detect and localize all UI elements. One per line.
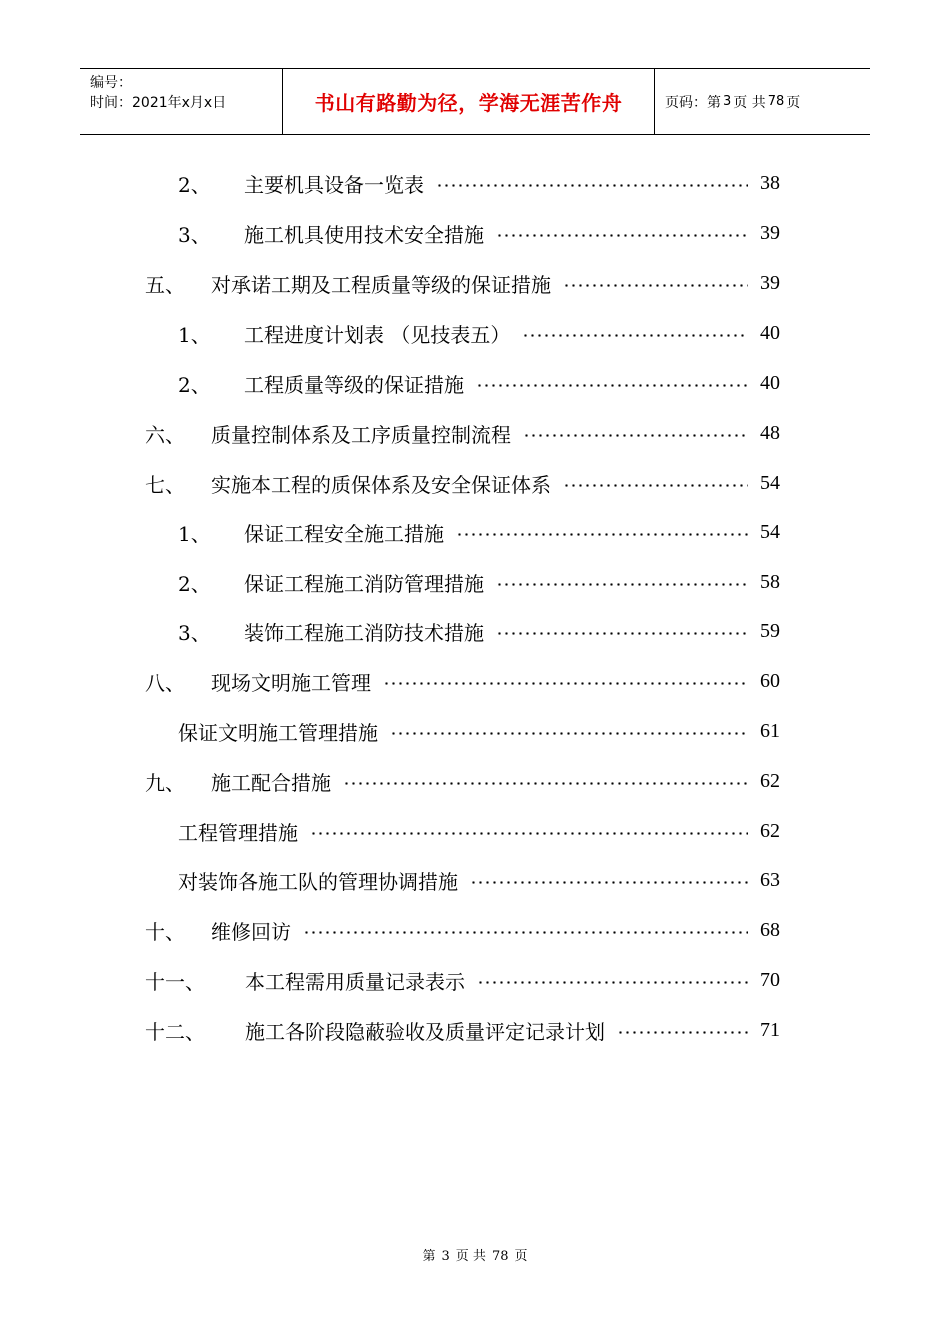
toc-entry-number: 2、 [178,172,211,197]
toc-entry-page-number: 39 [760,271,780,294]
toc-entry-title: 本工程需用质量记录表示 [245,969,465,994]
toc-entry[interactable] [178,865,780,895]
header-motto: 书山有路勤为径，学海无涯苦作舟 [282,69,655,134]
toc-entry[interactable] [178,318,780,348]
toc-dot-leader [390,716,748,746]
toc-entry-number: 3、 [178,222,211,247]
toc-entry-title: 施工各阶段隐蔽验收及质量评定记录计划 [245,1019,605,1044]
toc-entry-page-number: 59 [760,619,780,642]
toc-entry-title: 工程质量等级的保证措施 [244,372,464,397]
toc-dot-leader [496,218,748,248]
toc-entry-number: 3、 [178,620,211,645]
toc-entry-page-number: 40 [760,371,780,394]
toc-entry-title: 装饰工程施工消防技术措施 [244,620,484,645]
toc-dot-leader [476,368,748,398]
toc-dot-leader [436,168,748,198]
toc-entry-page-number: 62 [760,769,780,792]
header-meta [80,69,282,134]
toc-entry-number: 十二、 [145,1019,205,1044]
page-footer [0,1245,950,1264]
toc-entry-page-number: 58 [760,570,780,593]
header-page-suffix: 页 [786,94,801,111]
header-page-total: 78 [767,94,785,109]
header-page-current: 3 [723,94,732,109]
toc-entry-page-number: 68 [760,918,780,941]
toc-dot-leader [383,666,748,696]
footer-total: 78 [491,1249,509,1264]
toc-dot-leader [343,766,748,796]
toc-entry-title: 对装饰各施工队的管理协调措施 [178,869,458,894]
toc-entry-page-number: 39 [760,221,780,244]
toc-entry-title: 保证工程安全施工措施 [244,521,444,546]
toc-entry-title: 保证工程施工消防管理措施 [244,571,484,596]
toc-entry-page-number: 61 [760,719,780,742]
toc-dot-leader [303,915,748,945]
toc-entry-title: 工程进度计划表 （见技表五） [244,322,511,347]
toc-entry[interactable] [178,517,780,547]
toc-entry[interactable] [178,567,780,597]
footer-suffix: 页 [514,1249,528,1264]
toc-entry[interactable] [145,268,780,298]
toc-entry-page-number: 38 [760,171,780,194]
footer-current: 3 [441,1249,450,1264]
header-page-mid: 页 共 [733,94,766,111]
document-time-label: 时间：2021年x月x日 [90,95,227,111]
toc-entry-number: 五、 [145,272,185,297]
toc-dot-leader [563,468,748,498]
toc-entry-title: 现场文明施工管理 [211,670,371,695]
toc-dot-leader [456,517,748,547]
toc-dot-leader [496,616,748,646]
toc-dot-leader [470,865,748,895]
header-page-indicator [655,69,870,134]
toc-entry-title: 施工机具使用技术安全措施 [244,222,484,247]
footer-prefix: 第 [422,1249,436,1264]
header-page-prefix: 页码：第 [665,94,721,111]
toc-entry-title: 施工配合措施 [211,770,331,795]
toc-entry-number: 1、 [178,322,211,347]
toc-entry[interactable] [178,716,780,746]
toc-entry-title: 质量控制体系及工序质量控制流程 [211,422,511,447]
toc-entry-number: 十、 [145,919,185,944]
toc-entry-page-number: 40 [760,321,780,344]
toc-entry-number: 1、 [178,521,211,546]
toc-entry[interactable] [145,766,780,796]
toc-entry-page-number: 71 [760,1018,780,1041]
toc-entry-number: 2、 [178,372,211,397]
toc-entry-title: 对承诺工期及工程质量等级的保证措施 [211,272,551,297]
toc-entry[interactable] [178,168,780,198]
toc-entry-page-number: 60 [760,669,780,692]
toc-dot-leader [522,318,748,348]
toc-entry-number: 九、 [145,770,185,795]
toc-entry-page-number: 54 [760,471,780,494]
toc-entry-page-number: 48 [760,421,780,444]
toc-entry-page-number: 70 [760,968,780,991]
toc-entry[interactable] [145,965,780,995]
toc-entry-number: 2、 [178,571,211,596]
page-header [80,68,870,135]
toc-entry[interactable] [145,1015,780,1045]
toc-dot-leader [496,567,748,597]
toc-entry[interactable] [178,218,780,248]
toc-entry-title: 保证文明施工管理措施 [178,720,378,745]
toc-entry[interactable] [145,468,780,498]
toc-dot-leader [310,816,748,846]
toc-entry-number: 十一、 [145,969,205,994]
toc-dot-leader [477,965,748,995]
footer-mid: 页 共 [455,1249,486,1264]
toc-entry-page-number: 54 [760,520,780,543]
toc-entry[interactable] [145,418,780,448]
toc-entry-number: 七、 [145,472,185,497]
toc-entry-number: 六、 [145,422,185,447]
toc-entry[interactable] [178,816,780,846]
toc-entry-title: 实施本工程的质保体系及安全保证体系 [211,472,551,497]
toc-entry[interactable] [178,616,780,646]
toc-entry[interactable] [145,915,780,945]
toc-dot-leader [563,268,748,298]
toc-entry[interactable] [178,368,780,398]
toc-entry-title: 维修回访 [211,919,291,944]
toc-entry-number: 八、 [145,670,185,695]
toc-dot-leader [617,1015,748,1045]
toc-entry-page-number: 63 [760,868,780,891]
toc-entry-title: 主要机具设备一览表 [244,172,424,197]
document-number-label: 编号： [90,75,132,91]
toc-entry[interactable] [145,666,780,696]
toc-dot-leader [523,418,748,448]
toc-entry-title: 工程管理措施 [178,820,298,845]
toc-entry-page-number: 62 [760,819,780,842]
